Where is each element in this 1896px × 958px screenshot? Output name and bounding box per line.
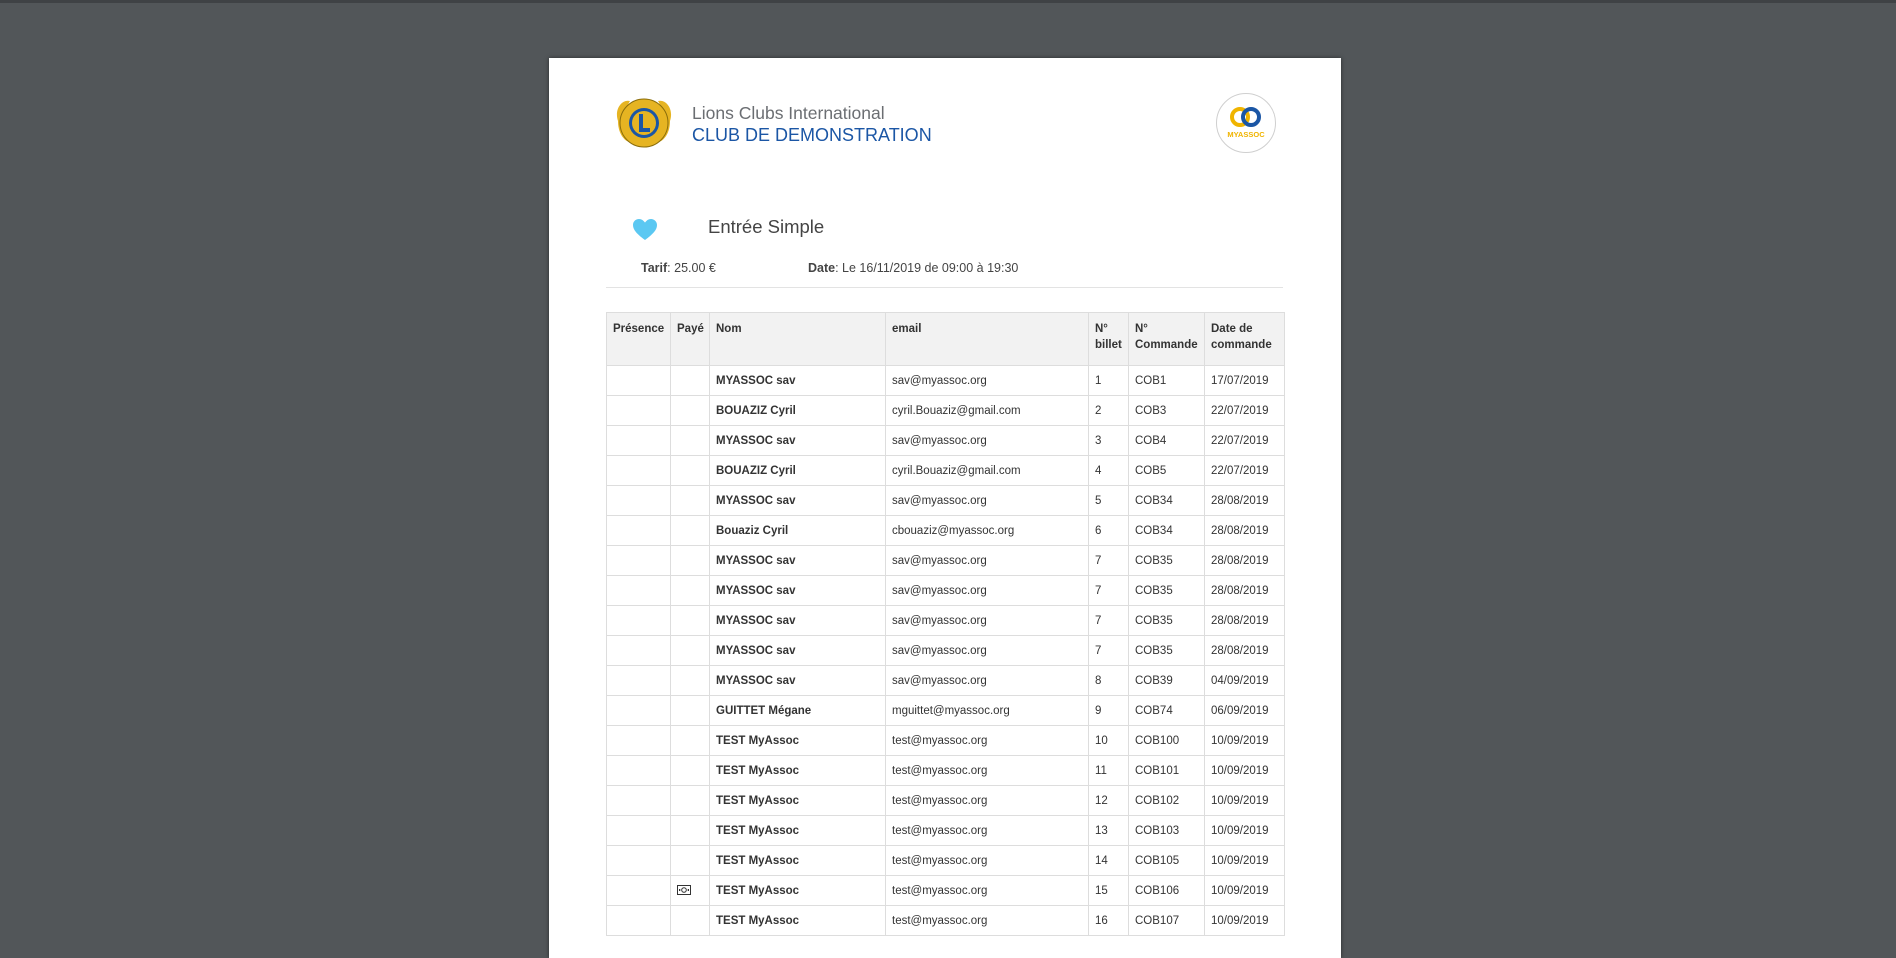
paid-cell [671,546,710,576]
presence-cell [607,426,671,456]
attendee-name: MYASSOC sav [710,636,886,666]
table-row [607,846,1285,876]
attendee-email: sav@myassoc.org [886,666,1089,696]
order-number: COB35 [1129,606,1205,636]
attendee-name: MYASSOC sav [710,606,886,636]
ticket-number: 11 [1089,756,1129,786]
order-number: COB34 [1129,486,1205,516]
order-date: 10/09/2019 [1205,906,1285,936]
table-row [607,696,1285,726]
presence-cell [607,486,671,516]
paid-cell [671,876,710,906]
attendee-name: TEST MyAssoc [710,906,886,936]
attendee-name: MYASSOC sav [710,666,886,696]
order-date: 10/09/2019 [1205,876,1285,906]
order-date: 28/08/2019 [1205,576,1285,606]
ticket-number: 4 [1089,456,1129,486]
presence-cell [607,846,671,876]
order-date: 10/09/2019 [1205,846,1285,876]
attendee-email: cyril.Bouaziz@gmail.com [886,396,1089,426]
org-name: Lions Clubs International [692,103,885,123]
order-number: COB103 [1129,816,1205,846]
paid-cell [671,786,710,816]
ticket-number: 16 [1089,906,1129,936]
order-number: COB5 [1129,456,1205,486]
order-date: 28/08/2019 [1205,546,1285,576]
table-row [607,456,1285,486]
col-header-paye: Payé [671,313,710,366]
order-number: COB35 [1129,546,1205,576]
presence-cell [607,606,671,636]
attendee-name: MYASSOC sav [710,486,886,516]
club-name: CLUB DE DEMONSTRATION [692,125,932,145]
paid-cell [671,516,710,546]
order-date: 10/09/2019 [1205,786,1285,816]
order-number: COB102 [1129,786,1205,816]
order-date: 28/08/2019 [1205,636,1285,666]
presence-cell [607,816,671,846]
date-value: : Le 16/11/2019 de 09:00 à 19:30 [835,261,1019,275]
paid-cell [671,666,710,696]
order-number: COB105 [1129,846,1205,876]
presence-cell [607,786,671,816]
presence-cell [607,726,671,756]
ticket-number: 2 [1089,396,1129,426]
paid-cell [671,696,710,726]
table-row [607,546,1285,576]
presence-cell [607,696,671,726]
order-date: 10/09/2019 [1205,756,1285,786]
paid-cell [671,816,710,846]
attendee-name: TEST MyAssoc [710,846,886,876]
attendee-email: test@myassoc.org [886,906,1089,936]
order-number: COB34 [1129,516,1205,546]
order-number: COB106 [1129,876,1205,906]
col-header-billet: N° billet [1089,313,1129,366]
order-number: COB101 [1129,756,1205,786]
attendee-email: test@myassoc.org [886,756,1089,786]
order-number: COB4 [1129,426,1205,456]
viewer-top-edge [0,0,1896,3]
ticket-number: 7 [1089,546,1129,576]
table-row [607,486,1285,516]
paid-cell [671,846,710,876]
ticket-number: 3 [1089,426,1129,456]
order-date: 22/07/2019 [1205,396,1285,426]
presence-cell [607,906,671,936]
tarif-label: Tarif [641,261,668,275]
paid-cell [671,756,710,786]
attendee-email: sav@myassoc.org [886,546,1089,576]
order-number: COB74 [1129,696,1205,726]
table-row [607,396,1285,426]
date-info [808,261,1018,275]
attendee-name: TEST MyAssoc [710,786,886,816]
col-header-presence: Présence [607,313,671,366]
cash-icon [677,885,691,895]
attendee-name: BOUAZIZ Cyril [710,456,886,486]
attendee-email: sav@myassoc.org [886,576,1089,606]
order-date: 06/09/2019 [1205,696,1285,726]
ticket-number: 7 [1089,636,1129,666]
attendee-name: BOUAZIZ Cyril [710,396,886,426]
attendee-name: TEST MyAssoc [710,876,886,906]
event-title: Entrée Simple [708,216,825,237]
attendee-email: sav@myassoc.org [886,426,1089,456]
order-date: 17/07/2019 [1205,366,1285,396]
ticket-number: 6 [1089,516,1129,546]
ticket-number: 7 [1089,606,1129,636]
paid-cell [671,576,710,606]
paid-cell [671,486,710,516]
ticket-number: 13 [1089,816,1129,846]
attendee-email: sav@myassoc.org [886,486,1089,516]
presence-cell [607,546,671,576]
paid-cell [671,636,710,666]
attendee-name: TEST MyAssoc [710,816,886,846]
order-number: COB1 [1129,366,1205,396]
order-date: 22/07/2019 [1205,456,1285,486]
paid-cell [671,396,710,426]
paid-cell [671,366,710,396]
attendee-email: sav@myassoc.org [886,366,1089,396]
order-date: 22/07/2019 [1205,426,1285,456]
col-header-commande: N° Commande [1129,313,1205,366]
attendee-name: MYASSOC sav [710,366,886,396]
presence-cell [607,516,671,546]
attendee-email: test@myassoc.org [886,726,1089,756]
order-number: COB107 [1129,906,1205,936]
lions-club-emblem-icon [612,91,676,155]
document-page [549,58,1341,958]
table-row [607,816,1285,846]
attendee-email: test@myassoc.org [886,816,1089,846]
attendee-email: mguittet@myassoc.org [886,696,1089,726]
table-row [607,756,1285,786]
paid-cell [671,456,710,486]
attendee-name: TEST MyAssoc [710,726,886,756]
presence-cell [607,636,671,666]
order-date: 10/09/2019 [1205,816,1285,846]
attendee-email: sav@myassoc.org [886,636,1089,666]
order-date: 04/09/2019 [1205,666,1285,696]
presence-cell [607,366,671,396]
ticket-number: 14 [1089,846,1129,876]
attendee-email: sav@myassoc.org [886,606,1089,636]
order-number: COB100 [1129,726,1205,756]
attendee-email: cyril.Bouaziz@gmail.com [886,456,1089,486]
paid-cell [671,606,710,636]
attendee-name: TEST MyAssoc [710,756,886,786]
col-header-nom: Nom [710,313,886,366]
order-number: COB39 [1129,666,1205,696]
attendee-name: GUITTET Mégane [710,696,886,726]
heart-icon [632,218,658,242]
presence-cell [607,666,671,696]
ticket-number: 15 [1089,876,1129,906]
col-header-date: Date de commande [1205,313,1285,366]
table-row [607,636,1285,666]
order-date: 28/08/2019 [1205,516,1285,546]
table-row [607,786,1285,816]
table-row [607,366,1285,396]
table-row [607,906,1285,936]
table-row [607,426,1285,456]
ticket-number: 8 [1089,666,1129,696]
paid-cell [671,726,710,756]
ticket-number: 5 [1089,486,1129,516]
presence-cell [607,576,671,606]
tarif-info [641,261,716,275]
attendee-email: test@myassoc.org [886,786,1089,816]
paid-cell [671,906,710,936]
ticket-number: 10 [1089,726,1129,756]
attendee-email: test@myassoc.org [886,846,1089,876]
paid-cell [671,426,710,456]
attendee-name: MYASSOC sav [710,546,886,576]
table-row [607,876,1285,906]
presence-cell [607,876,671,906]
ticket-number: 9 [1089,696,1129,726]
table-row [607,606,1285,636]
divider [606,287,1283,288]
order-date: 28/08/2019 [1205,486,1285,516]
presence-cell [607,396,671,426]
myassoc-logo-icon [1215,92,1277,154]
ticket-number: 1 [1089,366,1129,396]
myassoc-logo-text: MYASSOC [1227,130,1265,139]
ticket-number: 12 [1089,786,1129,816]
attendee-name: Bouaziz Cyril [710,516,886,546]
tarif-value: : 25.00 € [667,261,716,275]
attendee-name: MYASSOC sav [710,576,886,606]
order-number: COB35 [1129,576,1205,606]
table-row [607,576,1285,606]
order-number: COB3 [1129,396,1205,426]
col-header-email: email [886,313,1089,366]
order-date: 10/09/2019 [1205,726,1285,756]
attendee-email: test@myassoc.org [886,876,1089,906]
attendee-table [606,312,1285,936]
presence-cell [607,756,671,786]
date-label: Date [808,261,836,275]
table-row [607,516,1285,546]
attendee-name: MYASSOC sav [710,426,886,456]
table-row [607,726,1285,756]
table-header-row [607,313,1285,366]
presence-cell [607,456,671,486]
order-number: COB35 [1129,636,1205,666]
order-date: 28/08/2019 [1205,606,1285,636]
attendee-email: cbouaziz@myassoc.org [886,516,1089,546]
table-row [607,666,1285,696]
ticket-number: 7 [1089,576,1129,606]
